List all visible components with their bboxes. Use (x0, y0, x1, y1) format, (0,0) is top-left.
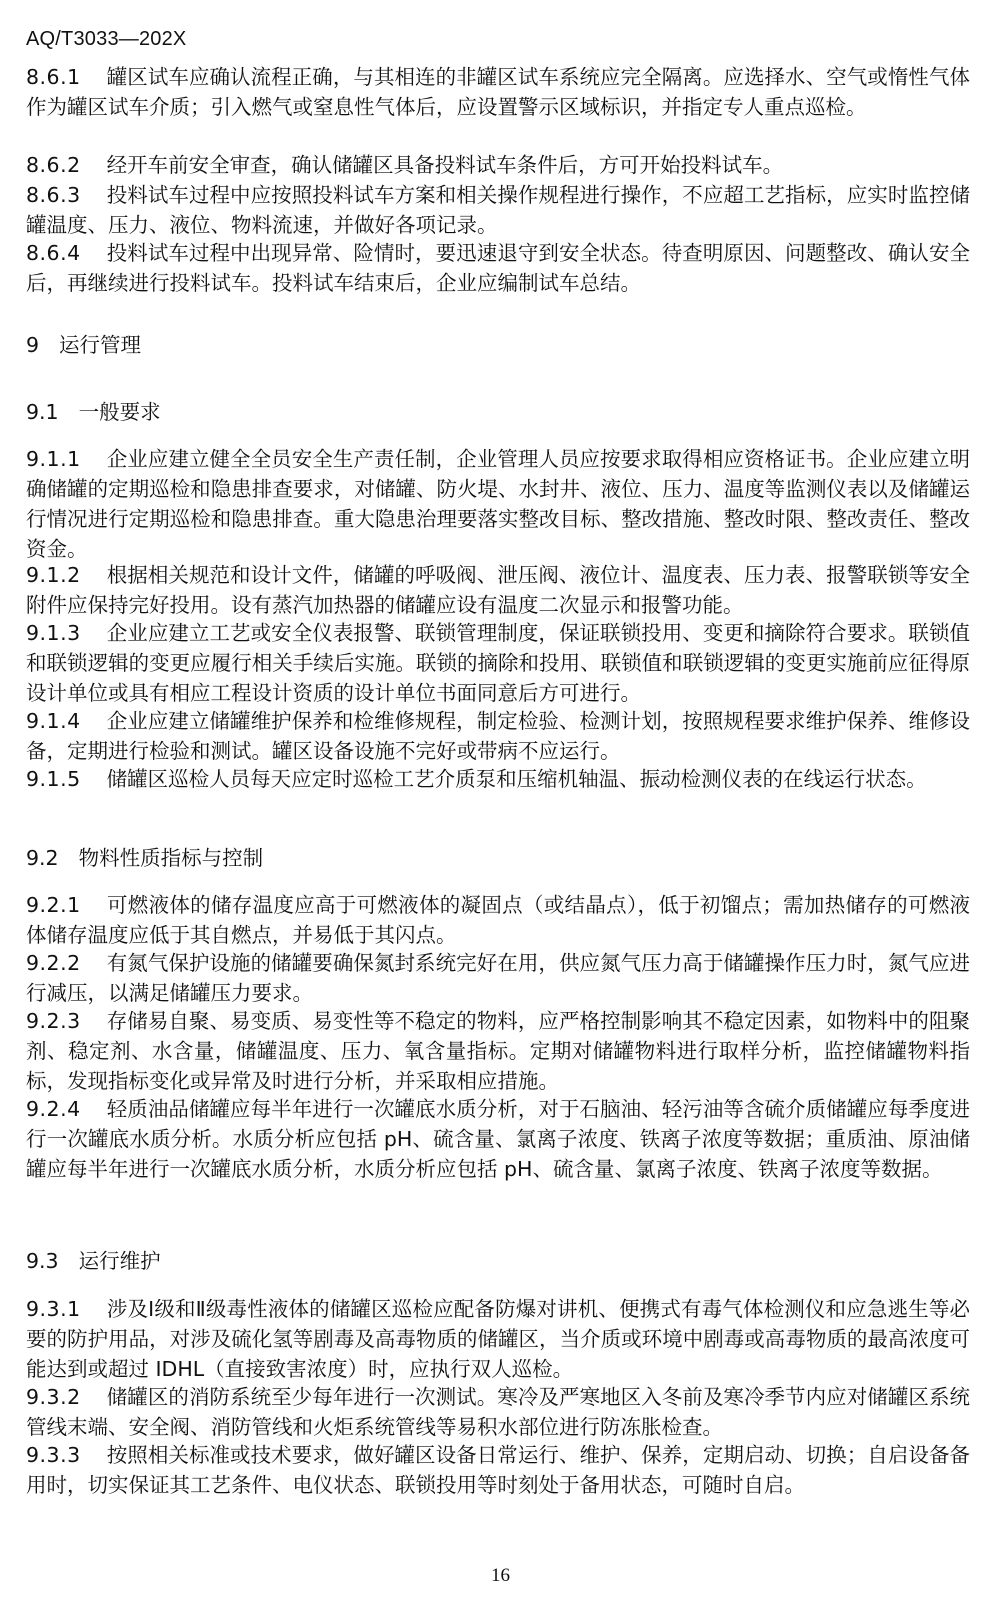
clause-number: 9.2.4 (26, 1097, 81, 1121)
clause-text: 轻质油品储罐应每半年进行一次罐底水质分析，对于石脑油、轻污油等含硫介质储罐应每季度进行一次罐底水质分析。水质分析应包括 pH、硫含量、氯离子浓度、铁离子浓度等数据；重质油、原油储罐应每半年进行一次罐底水质分析，水质分析应包括 pH、硫含量、氯离子浓度、铁离子浓度等数据。 (26, 1097, 970, 1181)
clause-8-6-4 (26, 238, 970, 298)
clause-text: 根据相关规范和设计文件，储罐的呼吸阀、泄压阀、液位计、温度表、压力表、报警联锁等安全附件应保持完好投用。设有蒸汽加热器的储罐应设有温度二次显示和报警功能。 (26, 563, 970, 617)
clause-text: 存储易自聚、易变质、易变性等不稳定的物料，应严格控制影响其不稳定因素，如物料中的阻聚剂、稳定剂、水含量，储罐温度、压力、氧含量指标。定期对储罐物料进行取样分析，监控储罐物料指标，发现指标变化或异常及时进行分析，并采取相应措施。 (26, 1009, 970, 1093)
clause-9-2-3 (26, 1006, 970, 1096)
clause-number: 9.1.3 (26, 621, 81, 645)
clause-text: 按照相关标准或技术要求，做好罐区设备日常运行、维护、保养，定期启动、切换；自启设备备用时，切实保证其工艺条件、电仪状态、联锁投用等时刻处于备用状态，可随时自启。 (26, 1443, 970, 1497)
clause-number: 9.2.1 (26, 893, 81, 917)
clause-text: 投料试车过程中应按照投料试车方案和相关操作规程进行操作，不应超工艺指标，应实时监控储罐温度、压力、液位、物料流速，并做好各项记录。 (26, 183, 970, 237)
clause-8-6-2 (26, 150, 970, 180)
clause-number: 9.1.5 (26, 767, 81, 791)
clause-9-1-3 (26, 618, 970, 708)
clause-text: 经开车前安全审查，确认储罐区具备投料试车条件后，方可开始投料试车。 (106, 153, 784, 177)
clause-number: 9.3.1 (26, 1297, 81, 1321)
clause-text: 企业应建立健全全员安全生产责任制，企业管理人员应按要求取得相应资格证书。企业应建立明确储罐的定期巡检和隐患排查要求，对储罐、防火堤、水封井、液位、压力、温度等监测仪表以及储罐运行情况进行定期巡检和隐患排查。重大隐患治理要落实整改目标、整改措施、整改时限、整改责任、整改资金。 (26, 447, 970, 561)
clause-text: 投料试车过程中出现异常、险情时，要迅速退守到安全状态。待查明原因、问题整改、确认安全后，再继续进行投料试车。投料试车结束后，企业应编制试车总结。 (26, 241, 970, 295)
section-number: 9.3 (26, 1249, 59, 1273)
clause-text: 企业应建立工艺或安全仪表报警、联锁管理制度，保证联锁投用、变更和摘除符合要求。联锁值和联锁逻辑的变更应履行相关手续后实施。联锁的摘除和投用、联锁值和联锁逻辑的变更实施前应征得原设计单位或具有相应工程设计资质的设计单位书面同意后方可进行。 (26, 621, 970, 705)
clause-9-1-5 (26, 764, 970, 794)
clause-number: 9.1.4 (26, 709, 81, 733)
section-number: 9.1 (26, 400, 59, 424)
clause-9-3-3 (26, 1440, 970, 1500)
clause-number: 8.6.2 (26, 153, 81, 177)
clause-number: 8.6.3 (26, 183, 81, 207)
clause-9-2-2 (26, 948, 970, 1008)
clause-number: 9.1.2 (26, 563, 81, 587)
section-heading-9-2 (26, 843, 263, 873)
clause-9-3-1 (26, 1294, 970, 1384)
clause-text: 罐区试车应确认流程正确，与其相连的非罐区试车系统应完全隔离。应选择水、空气或惰性气体作为罐区试车介质；引入燃气或窒息性气体后，应设置警示区域标识，并指定专人重点巡检。 (26, 65, 970, 119)
clause-number: 9.3.2 (26, 1385, 81, 1409)
clause-9-2-1 (26, 890, 970, 950)
clause-number: 9.1.1 (26, 447, 81, 471)
section-title: 运行维护 (78, 1249, 161, 1273)
clause-8-6-3 (26, 180, 970, 240)
clause-number: 8.6.1 (26, 65, 81, 89)
clause-9-1-2 (26, 560, 970, 620)
clause-9-1-4 (26, 706, 970, 766)
standard-code-header: AQ/T3033—202X (26, 28, 187, 50)
clause-9-3-2 (26, 1382, 970, 1442)
section-title: 一般要求 (78, 400, 161, 424)
clause-text: 可燃液体的储存温度应高于可燃液体的凝固点（或结晶点），低于初馏点；需加热储存的可燃液体储存温度应低于其自燃点，并易低于其闪点。 (26, 893, 970, 947)
clause-8-6-1 (26, 62, 970, 122)
section-heading-9-3 (26, 1246, 161, 1276)
clause-text: 涉及Ⅰ级和Ⅱ级毒性液体的储罐区巡检应配备防爆对讲机、便携式有毒气体检测仪和应急逃生等必要的防护用品，对涉及硫化氢等剧毒及高毒物质的储罐区，当介质或环境中剧毒或高毒物质的最高浓度可能达到或超过 IDHL（直接致害浓度）时，应执行双人巡检。 (26, 1297, 970, 1381)
clause-number: 9.2.3 (26, 1009, 81, 1033)
section-number: 9.2 (26, 846, 59, 870)
chapter-number: 9 (26, 333, 40, 357)
chapter-title: 运行管理 (59, 333, 142, 357)
clause-text: 储罐区巡检人员每天应定时巡检工艺介质泵和压缩机轴温、振动检测仪表的在线运行状态。 (106, 767, 927, 791)
section-title: 物料性质指标与控制 (78, 846, 264, 870)
clause-number: 9.3.3 (26, 1443, 81, 1467)
clause-text: 有氮气保护设施的储罐要确保氮封系统完好在用，供应氮气压力高于储罐操作压力时，氮气应进行减压，以满足储罐压力要求。 (26, 951, 970, 1005)
clause-9-2-4 (26, 1094, 970, 1184)
page-number: 16 (491, 1565, 510, 1586)
clause-number: 8.6.4 (26, 241, 81, 265)
chapter-heading-9 (26, 330, 141, 360)
clause-9-1-1 (26, 444, 970, 564)
clause-number: 9.2.2 (26, 951, 81, 975)
clause-text: 企业应建立储罐维护保养和检维修规程，制定检验、检测计划，按照规程要求维护保养、维修设备，定期进行检验和测试。罐区设备设施不完好或带病不应运行。 (26, 709, 970, 763)
section-heading-9-1 (26, 397, 161, 427)
clause-text: 储罐区的消防系统至少每年进行一次测试。寒冷及严寒地区入冬前及寒冷季节内应对储罐区系统管线末端、安全阀、消防管线和火炬系统管线等易积水部位进行防冻胀检查。 (26, 1385, 970, 1439)
